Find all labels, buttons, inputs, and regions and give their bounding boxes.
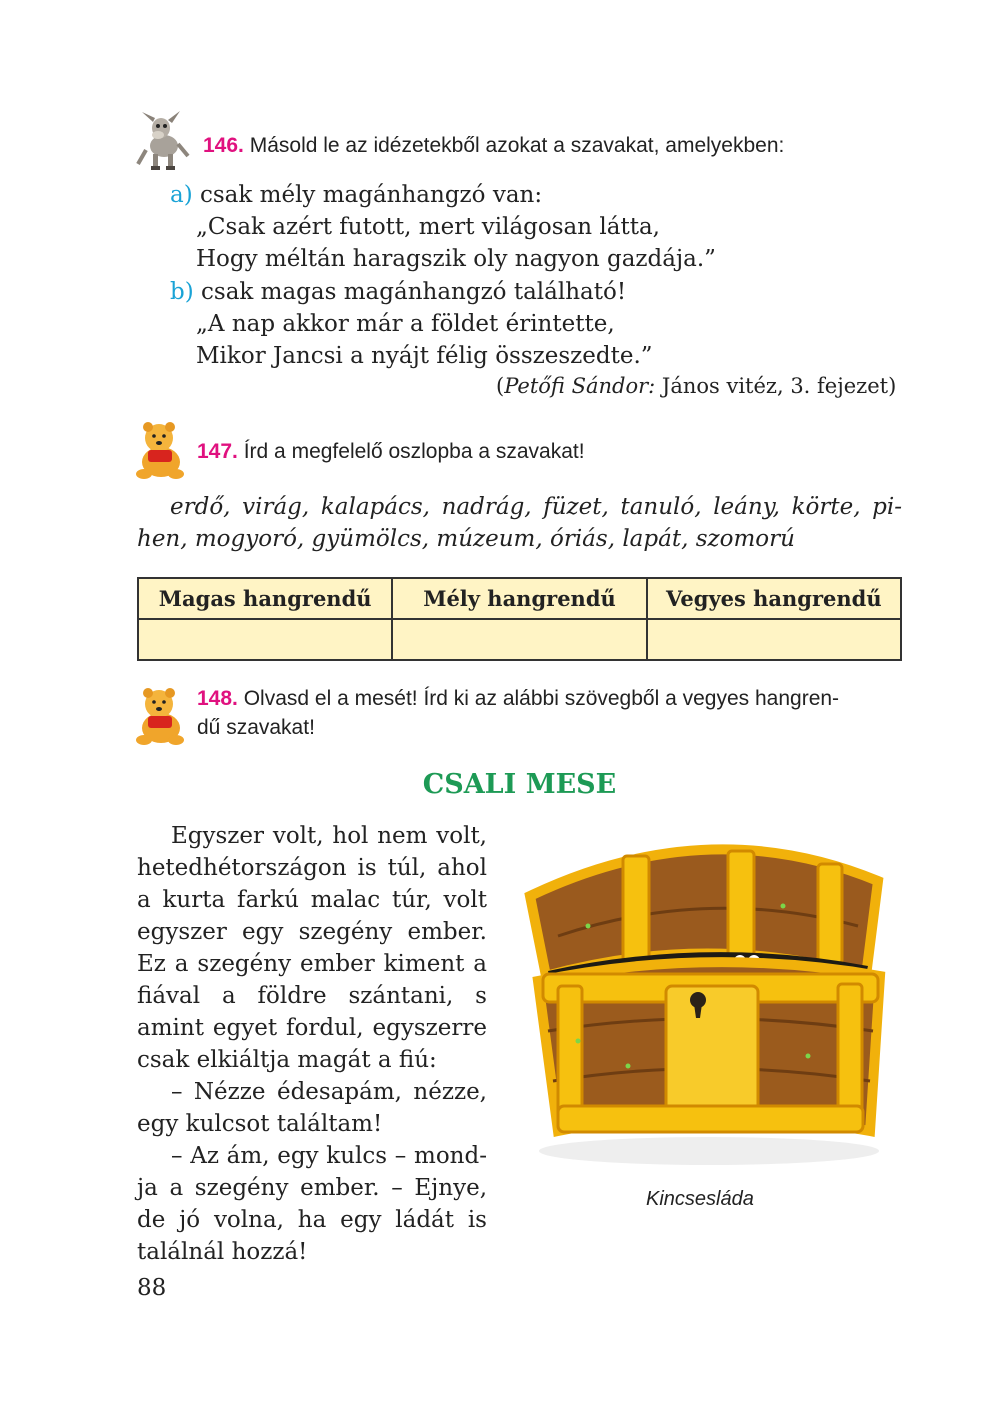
task-instruction: Írd a megfelelő oszlopba a szavakat!: [243, 440, 585, 463]
quote-line: Mikor Jancsi a nyájt félig összeszedte.”: [196, 343, 653, 369]
work: János vitéz, 3. fejezet): [655, 374, 897, 398]
quote-line: Hogy méltán haragszik oly nagyon gazdája.”: [196, 246, 716, 272]
task-146-part-a: [170, 179, 542, 211]
part-text: csak mély magánhangzó van:: [200, 182, 543, 208]
instruction-line-2: dű szavakat!: [197, 716, 315, 739]
task-147-heading: [197, 437, 585, 466]
task-146-part-b: [170, 276, 626, 308]
task-number: 146.: [203, 134, 244, 157]
author: Petőfi Sándor:: [504, 374, 656, 398]
column-header: Mély hangrendű: [392, 578, 646, 619]
paren: (: [496, 374, 505, 398]
story-paragraph: – Az ám, egy kulcs – mondja a szegény ember. – Ejnye, de jó volna, ha egy ládát is találnál hozzá!: [137, 1143, 487, 1265]
answer-cell[interactable]: [392, 619, 646, 660]
task-146-heading: [203, 131, 784, 160]
instruction-line-1: [197, 684, 902, 713]
bear-icon: [134, 686, 188, 746]
story-title: CSALI MESE: [422, 769, 617, 800]
story-paragraph: Egyszer volt, hol nem volt, hetedhétországon is túl, ahol a kurta farkú malac túr, volt egyszer egy szegény ember. Ez a szegény ember kiment a fiával a földre szántani, s amint egyet fordul, egyszerre csak elkiáltja magát a fiú:: [137, 823, 487, 1073]
task-instruction: Másold le az idézetekből azokat a szavakat, amelyekben:: [249, 134, 785, 157]
column-header: Vegyes hangrendű: [647, 578, 901, 619]
donkey-icon: [134, 110, 192, 172]
source-citation: [496, 374, 896, 398]
quote-line: „Csak azért futott, mert világosan látta,: [196, 214, 660, 240]
story-text: [137, 820, 487, 1268]
page-number: 88: [137, 1275, 167, 1301]
sorting-table: [137, 577, 902, 661]
part-text: csak magas magánhangzó található!: [201, 279, 627, 305]
task-number: 147.: [197, 440, 238, 463]
image-caption: Kincsesláda: [646, 1188, 754, 1210]
column-header: Magas hangrendű: [138, 578, 392, 619]
answer-cell[interactable]: [138, 619, 392, 660]
word-list-line-2: hen, mogyoró, gyümölcs, múzeum, óriás, lapát, szomorú: [137, 526, 795, 552]
task-148-heading: [197, 684, 902, 742]
task-instruction: Olvasd el a mesét! Írd ki az alábbi szövegből a vegyes hangren-: [243, 687, 840, 710]
answer-cell[interactable]: [647, 619, 901, 660]
word-list-line-1: erdő, virág, kalapács, nadrág, füzet, tanuló, leány, körte, pi-: [170, 494, 902, 520]
story-paragraph: – Nézze édesapám, nézze, egy kulcsot találtam!: [137, 1079, 487, 1137]
quote-line: „A nap akkor már a földet érintette,: [196, 311, 615, 337]
part-label: b): [170, 279, 194, 305]
part-label: a): [170, 182, 193, 208]
bear-icon: [134, 420, 188, 480]
treasure-chest-icon: [518, 826, 900, 1176]
task-number: 148.: [197, 687, 238, 710]
